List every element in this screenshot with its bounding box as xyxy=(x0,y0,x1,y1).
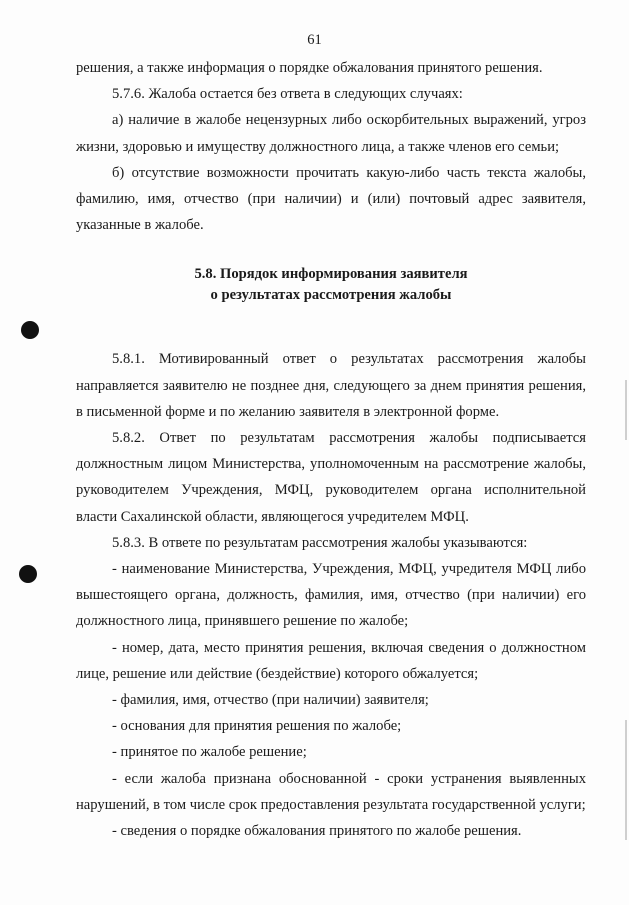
list-item: - фамилия, имя, отчество (при наличии) заявителя; xyxy=(112,692,429,709)
spacer xyxy=(76,238,586,264)
list-item: - сведения о порядке обжалования принятого по жалобе решения. xyxy=(112,823,522,840)
spacer xyxy=(76,306,586,346)
list-item: - наименование Министерства, Учреждения, МФЦ, учредителя МФЦ либо вышестоящего органа, должность, фамилия, имя, отчество (при наличии) его должностного лица, принявшего решение по жалобе; xyxy=(76,561,586,630)
section-heading xyxy=(76,264,586,306)
document-body xyxy=(76,55,586,844)
paragraph-5-8-3: 5.8.3. В ответе по результатам рассмотрения жалобы указываются: xyxy=(112,534,528,551)
punch-hole-mark xyxy=(19,565,37,583)
paragraph-5-7-6: 5.7.6. Жалоба остается без ответа в следующих случаях: xyxy=(112,86,463,103)
scan-edge-mark xyxy=(625,720,627,840)
paragraph-item-b: б) отсутствие возможности прочитать какую-либо часть текста жалобы, фамилию, имя, отчество (при наличии) и (или) почтовый адрес заявителя, указанные в жалобе. xyxy=(76,164,586,234)
page-number: 61 xyxy=(307,32,322,48)
section-heading-line-2: о результатах рассмотрения жалобы xyxy=(210,287,452,304)
list-item: - если жалоба признана обоснованной - сроки устранения выявленных нарушений, в том числе срок предоставления результата государственной услуги; xyxy=(76,770,586,813)
scan-edge-mark xyxy=(625,380,627,440)
list-item: - основания для принятия решения по жалобе; xyxy=(112,718,402,735)
section-heading-line-1: 5.8. Порядок информирования заявителя xyxy=(194,266,468,283)
paragraph-5-8-2: 5.8.2. Ответ по результатам рассмотрения жалобы подписывается должностным лицом Министерства, уполномоченным на рассмотрение жалобы, руководителем Учреждения, МФЦ, руководителем органа исполнительной власти Сахалинской области, являющегося учредителем МФЦ. xyxy=(76,430,586,525)
paragraph-5-8-1: 5.8.1. Мотивированный ответ о результатах рассмотрения жалобы направляется заявителю не позднее дня, следующего за днем принятия решения, в письменной форме и по желанию заявителя в электронной форме. xyxy=(76,351,586,420)
list-item: - принятое по жалобе решение; xyxy=(112,744,307,761)
paragraph-item-a: а) наличие в жалобе нецензурных либо оскорбительных выражений, угроз жизни, здоровью и имуществу должностного лица, а также членов его семьи; xyxy=(76,112,586,155)
paragraph-continuation: решения, а также информация о порядке обжалования принятого решения. xyxy=(76,60,543,76)
punch-hole-mark xyxy=(21,321,39,339)
list-item: - номер, дата, место принятия решения, включая сведения о должностном лице, решение или действие (бездействие) которого обжалуется; xyxy=(76,639,586,682)
